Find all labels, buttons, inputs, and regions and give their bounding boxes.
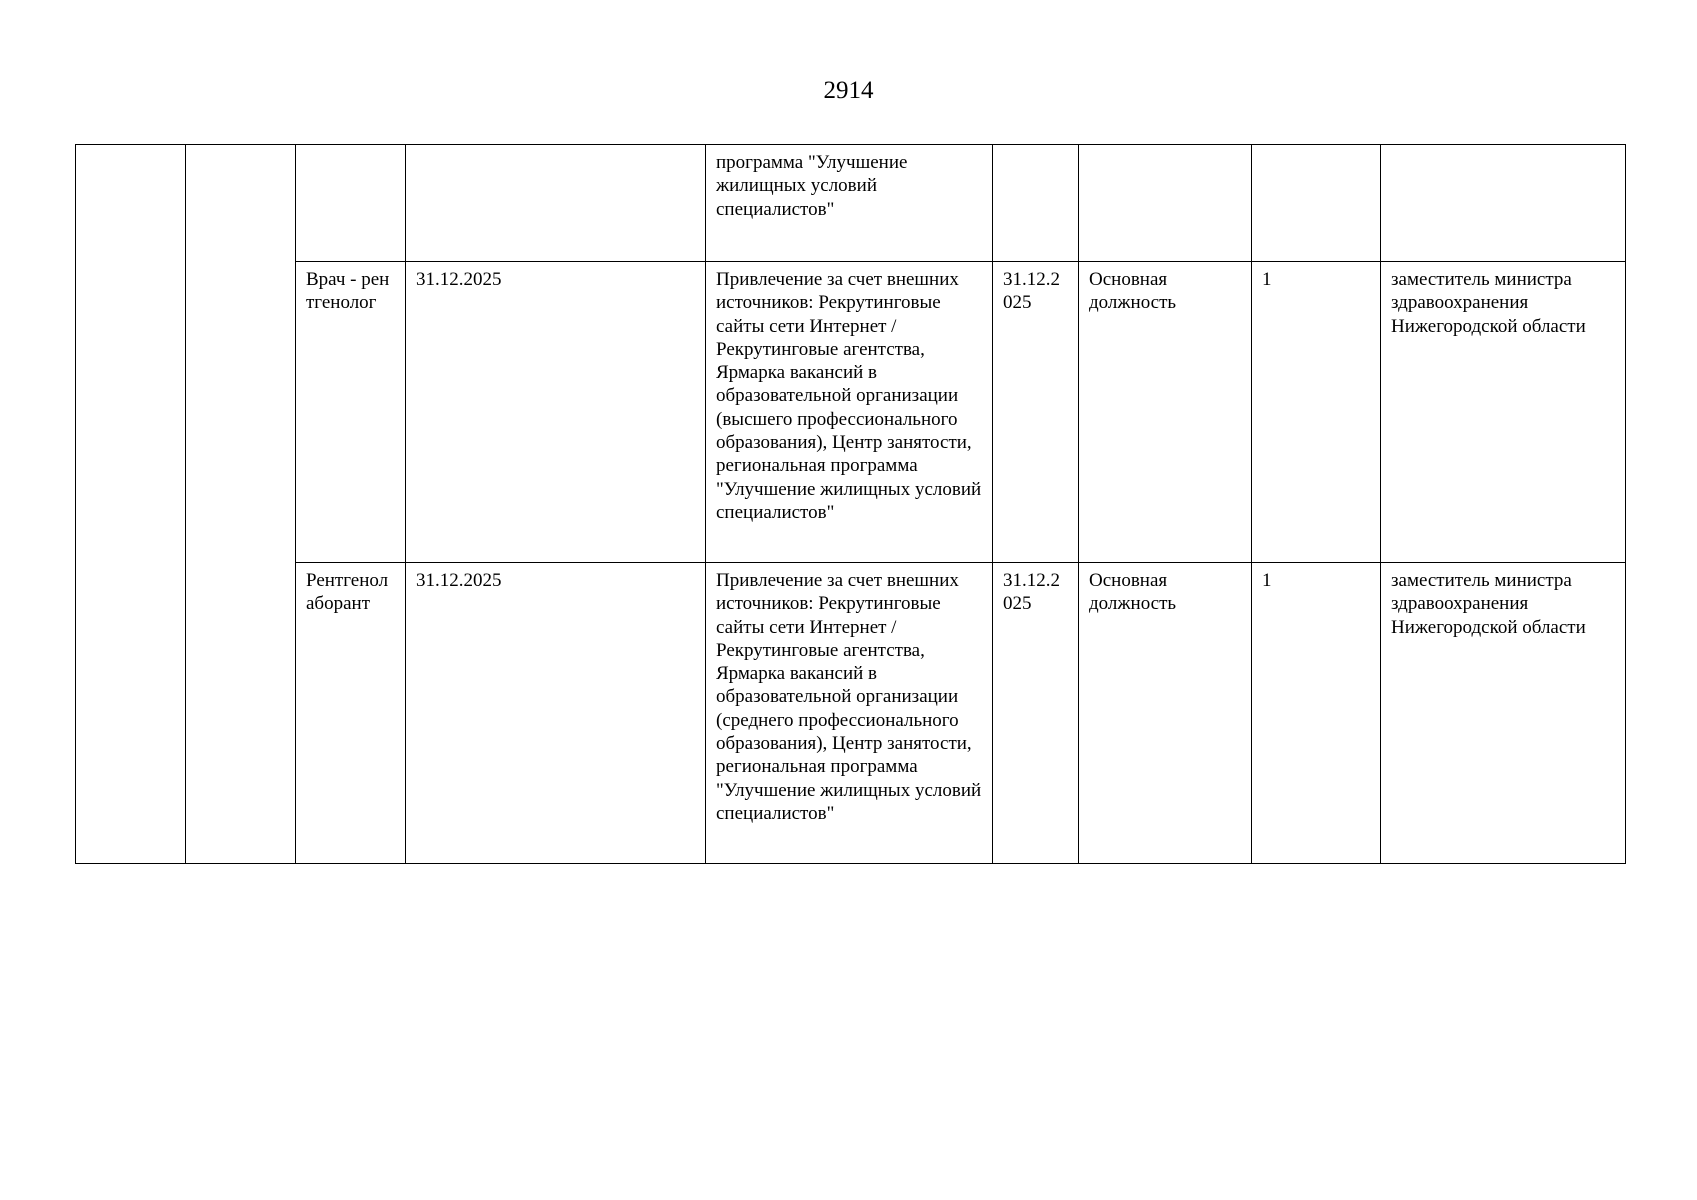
table-row [76,145,1626,262]
table-cell-position: Врач - рентгенолог [296,262,406,563]
table-cell-measures: Привлечение за счет внешних источников: Рекрутинговые сайты сети Интернет / Рекрутинговые агентства, Ярмарка вакансий в образовательной организации (среднего профессионального образования), Центр занятости, региональная программа "Улучшение жилищных условий специалистов" [706,563,993,864]
table-cell-employment: Основная должность [1079,563,1252,864]
table-cell-count [1252,145,1381,262]
page-number: 2914 [823,77,874,104]
staffing-plan-table [75,144,1626,864]
table-cell-count: 1 [1252,563,1381,864]
table-row [76,563,1626,864]
table-cell-deadline: 31.12.2025 [406,262,706,563]
table-cell-measures: Привлечение за счет внешних источников: Рекрутинговые сайты сети Интернет / Рекрутинговые агентства, Ярмарка вакансий в образовательной организации (высшего профессионального образования), Центр занятости, региональная программа "Улучшение жилищных условий специалистов" [706,262,993,563]
table-cell-responsible: заместитель министра здравоохранения Нижегородской области [1381,262,1626,563]
table-cell-position [296,145,406,262]
table-cell-measures: программа "Улучшение жилищных условий специалистов" [706,145,993,262]
table-cell-responsible [1381,145,1626,262]
table-cell-employment: Основная должность [1079,262,1252,563]
table-cell-position: Рентгенолаборант [296,563,406,864]
table-cell-employment [1079,145,1252,262]
table-cell-date: 31.12.2025 [993,262,1079,563]
table-row [76,262,1626,563]
table-cell-responsible: заместитель министра здравоохранения Нижегородской области [1381,563,1626,864]
table-cell-count: 1 [1252,262,1381,563]
table-cell-deadline [406,145,706,262]
table-cell-date: 31.12.2025 [993,563,1079,864]
table-cell-empty [186,145,296,864]
table-cell-date [993,145,1079,262]
table-cell-deadline: 31.12.2025 [406,563,706,864]
table-cell-empty [76,145,186,864]
